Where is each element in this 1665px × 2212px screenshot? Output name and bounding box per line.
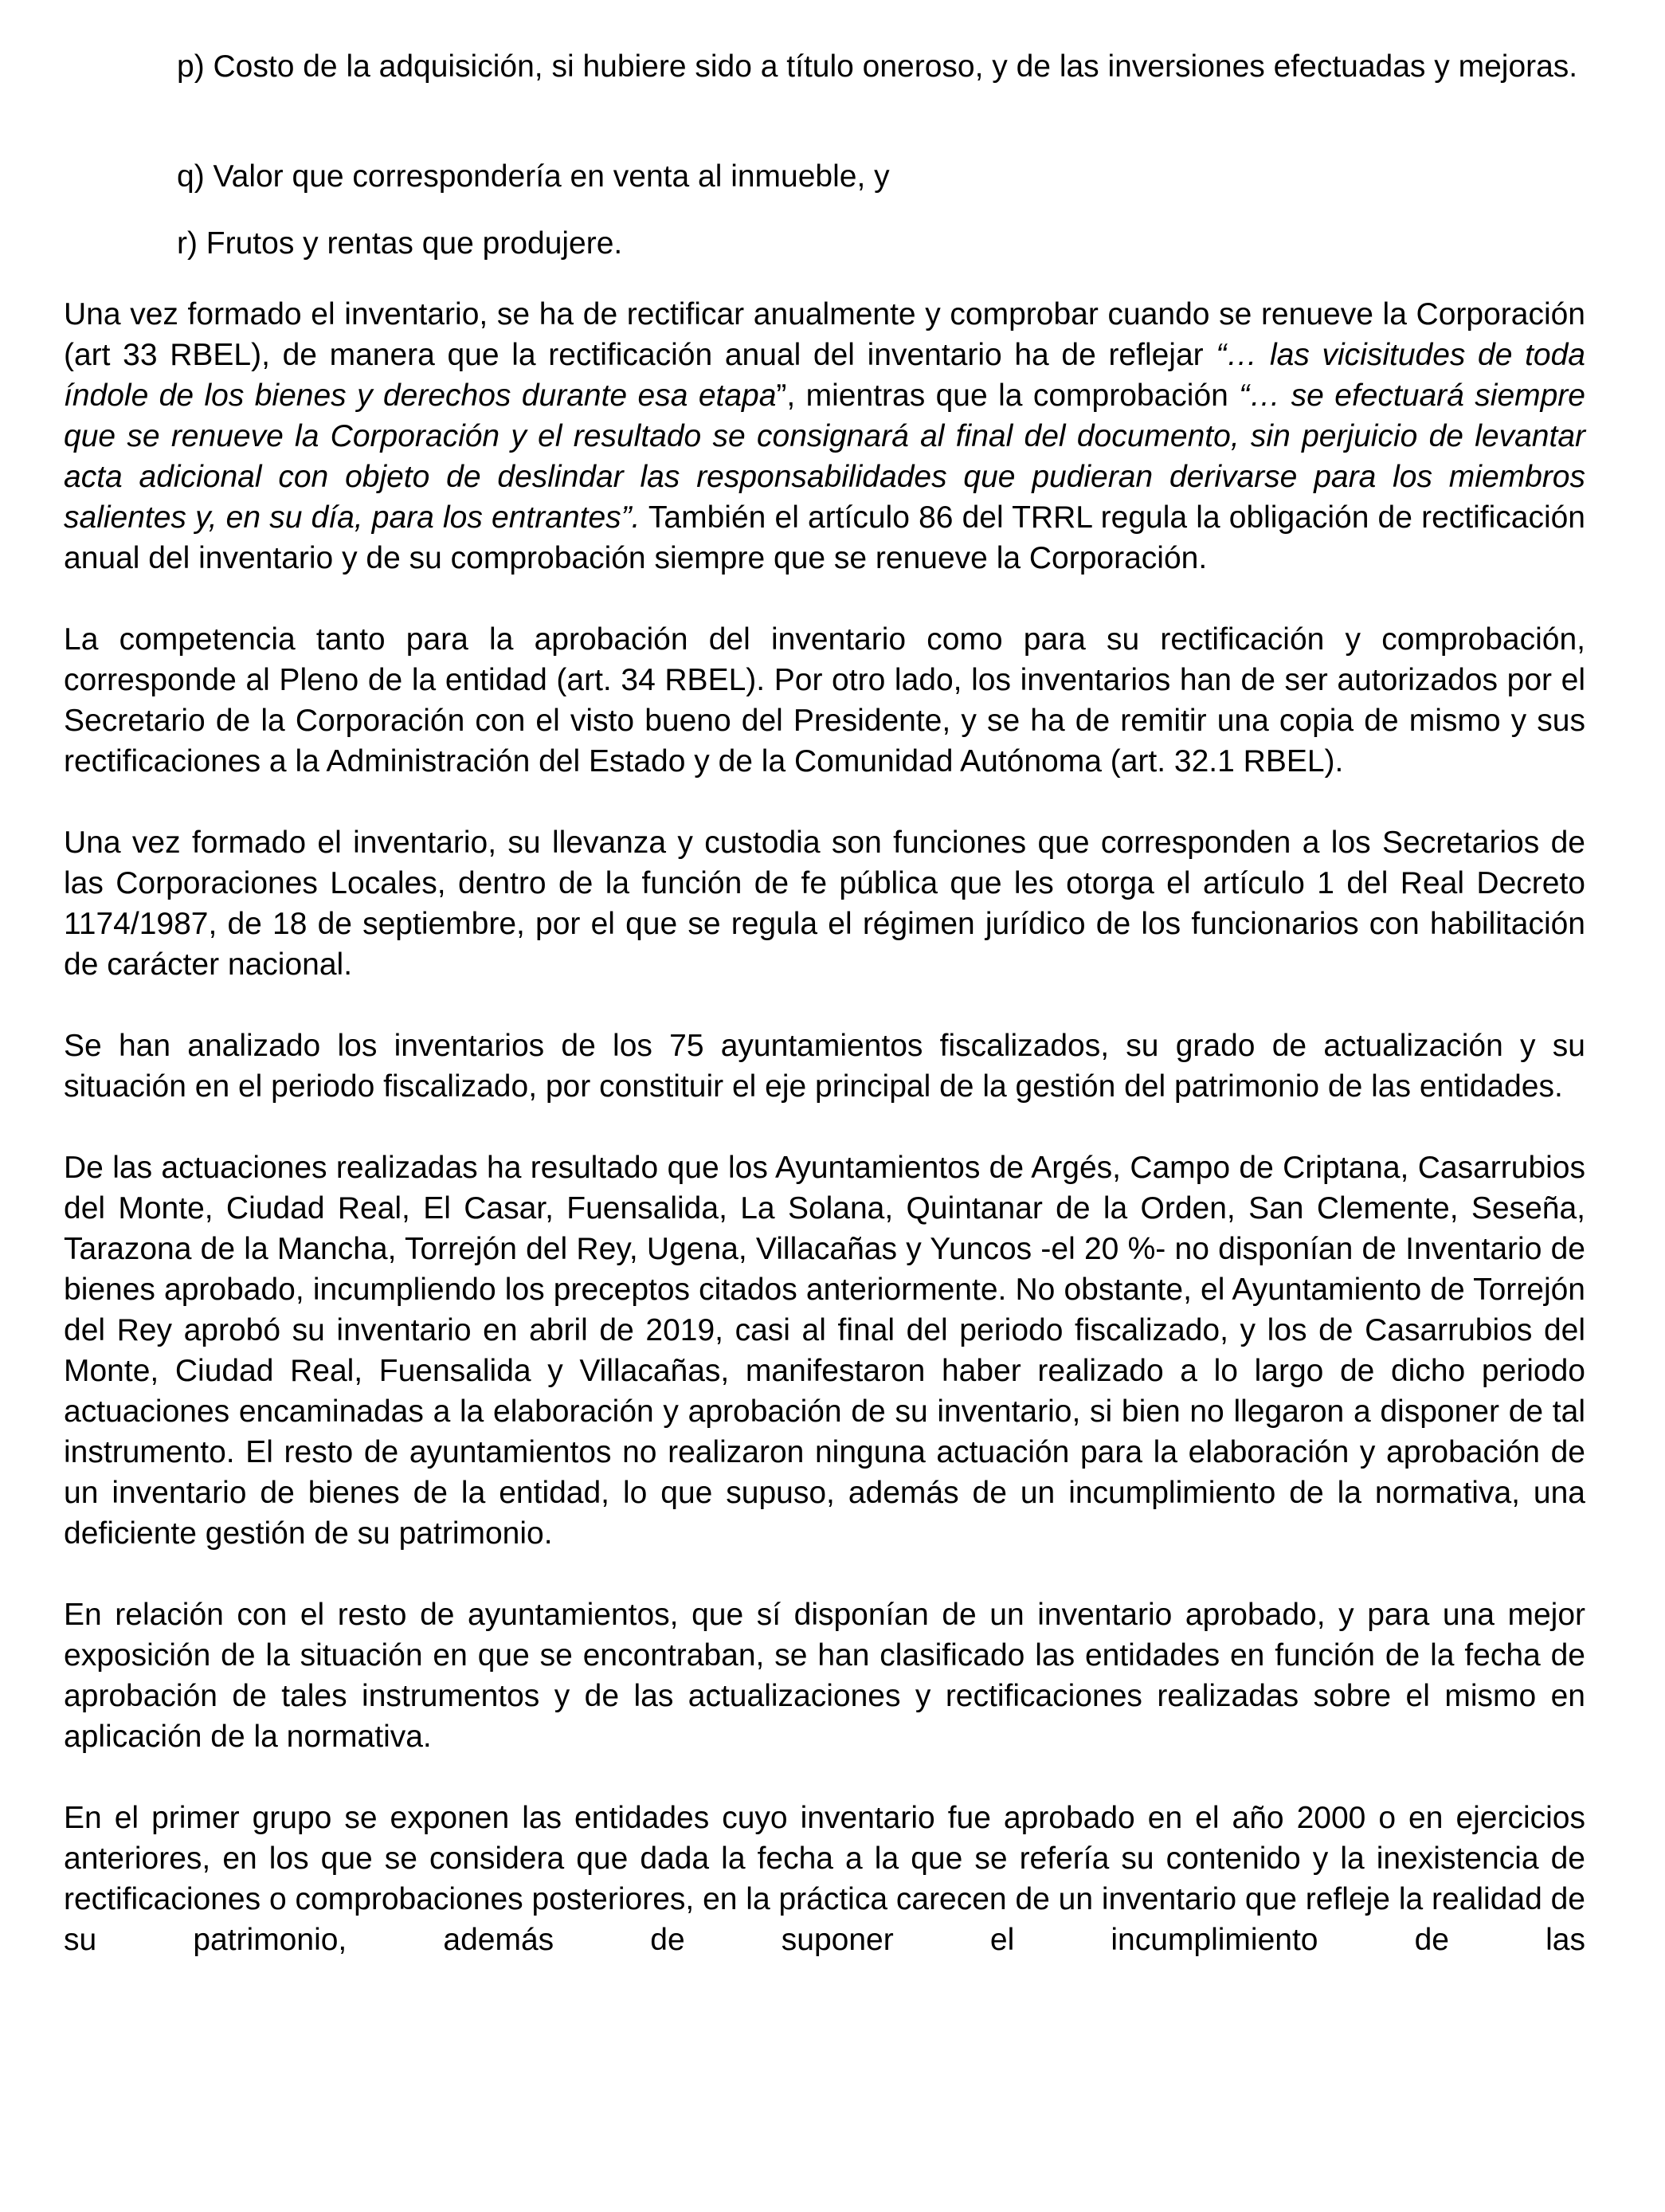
paragraph-analysis: Se han analizado los inventarios de los 75 ayuntamientos fiscalizados, su grado de actualización y su situación en el periodo fiscalizado, por constituir el eje principal de la gestión del patrimonio de las entidades. bbox=[64, 1029, 1585, 1104]
para1-text-3: También el artículo 86 del TRRL regula la obligación de rectificación anual del inventario y de su comprobación siempre que se renueve la Corporación. bbox=[64, 500, 1585, 575]
paragraph-competence: La competencia tanto para la aprobación del inventario como para su rectificación y comprobación, corresponde al Pleno de la entidad (art. 34 RBEL). Por otro lado, los inventarios han de ser autorizados por el Secretario de la Corporación con el visto bueno del Presidente, y se ha de remitir una copia de mismo y sus rectificaciones a la Administración del Estado y de la Comunidad Autónoma (art. 32.1 RBEL). bbox=[64, 622, 1585, 779]
paragraph-results: De las actuaciones realizadas ha resultado que los Ayuntamientos de Argés, Campo de Criptana, Casarrubios del Monte, Ciudad Real, El Casar, Fuensalida, La Solana, Quintanar de la Orden, San Clemente, Seseña, Tarazona de la Mancha, Torrejón del Rey, Ugena, Villacañas y Yuncos -el 20 %- no disponían de Inventario de bienes aprobado, incumpliendo los preceptos citados anteriormente. No obstante, el Ayuntamiento de Torrejón del Rey aprobó su inventario en abril de 2019, casi al final del periodo fiscalizado, y los de Casarrubios del Monte, Ciudad Real, Fuensalida y Villacañas, manifestaron haber realizado a lo largo de dicho periodo actuaciones encaminadas a la elaboración y aprobación de su inventario, si bien no llegaron a disponer de tal instrumento. El resto de ayuntamientos no realizaron ninguna actuación para la elaboración y aprobación de un inventario de bienes de la entidad, lo que supuso, además de un incumplimiento de la normativa, una deficiente gestión de su patrimonio. bbox=[64, 1151, 1585, 1551]
paragraph-classification: En relación con el resto de ayuntamientos, que sí disponían de un inventario aprobado, y para una mejor exposición de la situación en que se encontraban, se han clasificado las entidades en función de la fecha de aprobación de tales instrumentos y de las actualizaciones y rectificaciones realizadas sobre el mismo en aplicación de la normativa. bbox=[64, 1598, 1585, 1754]
list-item-r: r) Frutos y rentas que produjere. bbox=[177, 226, 623, 261]
para1-text-2: ”, mientras que la comprobación bbox=[776, 378, 1240, 413]
list-item-p: p) Costo de la adquisición, si hubiere sido a título oneroso, y de las inversiones efectuadas y mejoras. bbox=[177, 49, 1578, 84]
para1-text-1: Una vez formado el inventario, se ha de rectificar anualmente y comprobar cuando se renueve la Corporación (art 33 RBEL), de manera que la rectificación anual del inventario ha de reflejar bbox=[64, 297, 1585, 372]
para1-quote-1: “… las vicisitudes de toda índole de los bienes y derechos durante esa etapa bbox=[64, 338, 1585, 413]
paragraph-custody: Una vez formado el inventario, su llevanza y custodia son funciones que corresponden a los Secretarios de las Corporaciones Locales, dentro de la función de fe pública que les otorga el artículo 1 del Real Decreto 1174/1987, de 18 de septiembre, por el que se regula el régimen jurídico de los funcionarios con habilitación de carácter nacional. bbox=[64, 826, 1585, 982]
para1-quote-2: “… se efectuará siempre que se renueve la Corporación y el resultado se consignará al final del documento, sin perjuicio de levantar acta adicional con objeto de deslindar las responsabilidades que pudieran derivarse para los miembros salientes y, en su día, para los entrantes”. bbox=[64, 378, 1585, 535]
paragraph-first-group: En el primer grupo se exponen las entidades cuyo inventario fue aprobado en el año 2000 o en ejercicios anteriores, en los que se considera que dada la fecha a la que se refería su contenido y la inexistencia de rectificaciones o comprobaciones posteriores, en la práctica carecen de un inventario que refleje la realidad de su patrimonio, además de suponer el incumplimiento de las bbox=[64, 1801, 1585, 1957]
document-body bbox=[64, 294, 1585, 1960]
list-item-q: q) Valor que correspondería en venta al inmueble, y bbox=[177, 159, 890, 194]
paragraph-inventory-rectification bbox=[64, 294, 1585, 578]
